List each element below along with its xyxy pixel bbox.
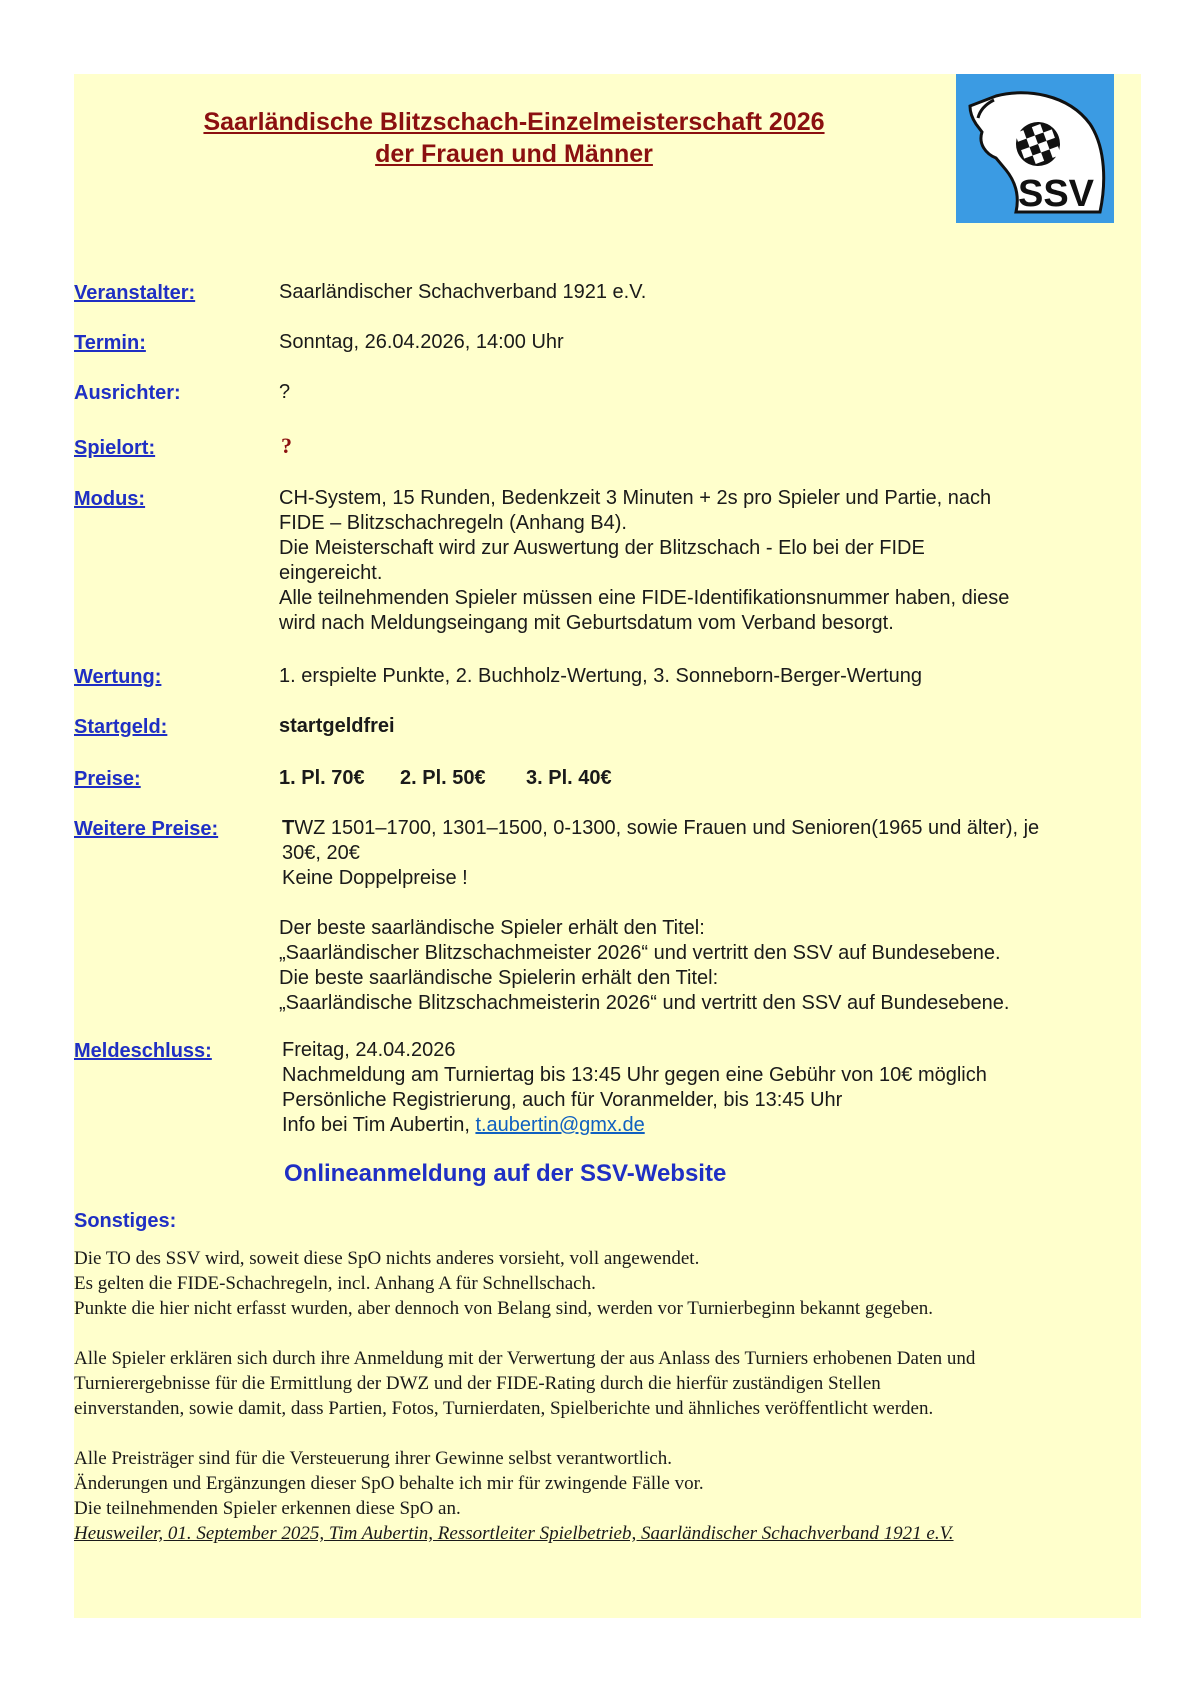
- modus-line: wird nach Meldungseingang mit Geburtsdatum vom Verband besorgt.: [279, 612, 894, 634]
- weitere-preise-line-1-rest: WZ 1501–1700, 1301–1500, 0-1300, sowie Frauen und Senioren(1965 und älter), je: [294, 817, 1040, 839]
- sonstiges-line: Turnierergebnisse für die Ermittlung der DWZ und der FIDE-Rating durch die hierfür zuständigen Stellen: [74, 1373, 881, 1394]
- meldeschluss-line: Freitag, 24.04.2026: [282, 1039, 456, 1061]
- champion-title-line: Der beste saarländische Spieler erhält den Titel:: [279, 917, 705, 939]
- meldeschluss-line: Nachmeldung am Turniertag bis 13:45 Uhr gegen eine Gebühr von 10€ möglich: [282, 1064, 987, 1086]
- meldeschluss-line: Persönliche Registrierung, auch für Voranmelder, bis 13:45 Uhr: [282, 1089, 843, 1111]
- sonstiges-line: Die teilnehmenden Spieler erkennen diese SpO an.: [74, 1498, 461, 1519]
- label-modus: Modus:: [74, 488, 146, 510]
- prize-third: 3. Pl. 40€: [526, 767, 612, 789]
- value-termin: Sonntag, 26.04.2026, 14:00 Uhr: [279, 331, 564, 353]
- sonstiges-line: einverstanden, sowie damit, dass Partien, Fotos, Turnierdaten, Spielberichte und ähnliches veröffentlicht werden.: [74, 1398, 934, 1419]
- weitere-preise-initial: T: [282, 817, 295, 839]
- weitere-preise-line-3: Keine Doppelpreise !: [282, 867, 468, 889]
- label-weitere-preise: Weitere Preise:: [74, 818, 219, 840]
- email-link[interactable]: t.aubertin@gmx.de: [475, 1114, 645, 1136]
- value-startgeld: startgeldfrei: [279, 715, 395, 737]
- label-meldeschluss: Meldeschluss:: [74, 1040, 212, 1062]
- modus-line: FIDE – Blitzschachregeln (Anhang B4).: [279, 512, 627, 534]
- signature: Heusweiler, 01. September 2025, Tim Aubertin, Ressortleiter Spielbetrieb, Saarländischer Schachverband 1921 e.V.: [74, 1523, 954, 1544]
- value-ausrichter: ?: [279, 381, 291, 403]
- value-wertung: 1. erspielte Punkte, 2. Buchholz-Wertung, 3. Sonneborn-Berger-Wertung: [279, 665, 922, 687]
- sonstiges-line: Alle Spieler erklären sich durch ihre Anmeldung mit der Verwertung der aus Anlass des Turniers erhobenen Daten und: [74, 1348, 976, 1369]
- value-veranstalter: Saarländischer Schachverband 1921 e.V.: [279, 281, 647, 303]
- modus-line: Alle teilnehmenden Spieler müssen eine FIDE-Identifikationsnummer haben, diese: [279, 587, 1010, 609]
- sonstiges-line: Punkte die hier nicht erfasst wurden, aber dennoch von Belang sind, werden vor Turnierbeginn bekannt gegeben.: [74, 1298, 933, 1319]
- chess-knight-logo-icon: [956, 74, 1114, 223]
- weitere-preise-line-1: [282, 816, 1039, 841]
- label-spielort: Spielort:: [74, 437, 156, 459]
- document-title-line-1: Saarländische Blitzschach-Einzelmeisterschaft 2026: [203, 108, 825, 136]
- label-sonstiges: Sonstiges:: [74, 1210, 177, 1232]
- sonstiges-line: Die TO des SSV wird, soweit diese SpO nichts anderes vorsieht, voll angewendet.: [74, 1248, 700, 1269]
- sonstiges-line: Es gelten die FIDE-Schachregeln, incl. Anhang A für Schnellschach.: [74, 1273, 596, 1294]
- label-preise: Preise:: [74, 768, 141, 790]
- label-startgeld: Startgeld:: [74, 716, 168, 738]
- value-spielort: ?: [281, 433, 292, 458]
- weitere-preise-line-2: 30€, 20€: [282, 842, 360, 864]
- label-veranstalter: Veranstalter:: [74, 282, 196, 304]
- info-prefix: Info bei Tim Aubertin,: [282, 1114, 476, 1136]
- champion-title-line: Die beste saarländische Spielerin erhält den Titel:: [279, 967, 719, 989]
- ssv-logo: [956, 74, 1114, 223]
- meldeschluss-info: [282, 1113, 645, 1138]
- modus-line: CH-System, 15 Runden, Bedenkzeit 3 Minuten + 2s pro Spieler und Partie, nach: [279, 487, 992, 509]
- sonstiges-line: Änderungen und Ergänzungen dieser SpO behalte ich mir für zwingende Fälle vor.: [74, 1473, 704, 1494]
- document-page: [74, 74, 1141, 1618]
- prize-second: 2. Pl. 50€: [400, 767, 486, 789]
- champion-title-line: „Saarländische Blitzschachmeisterin 2026“ und vertritt den SSV auf Bundesebene.: [279, 992, 1010, 1014]
- sonstiges-line: Alle Preisträger sind für die Versteuerung ihrer Gewinne selbst verantwortlich.: [74, 1448, 672, 1469]
- modus-line: Die Meisterschaft wird zur Auswertung der Blitzschach - Elo bei der FIDE: [279, 537, 925, 559]
- online-registration-text: Onlineanmeldung auf der SSV-Website: [284, 1160, 727, 1187]
- label-termin: Termin:: [74, 332, 146, 354]
- label-ausrichter: Ausrichter:: [74, 382, 181, 404]
- logo-text: SSV: [1017, 173, 1095, 215]
- prize-first: 1. Pl. 70€: [279, 767, 365, 789]
- document-title-line-2: der Frauen und Männer: [375, 140, 653, 168]
- modus-line: eingereicht.: [279, 562, 383, 584]
- champion-title-line: „Saarländischer Blitzschachmeister 2026“ und vertritt den SSV auf Bundesebene.: [279, 942, 1001, 964]
- label-wertung: Wertung:: [74, 666, 162, 688]
